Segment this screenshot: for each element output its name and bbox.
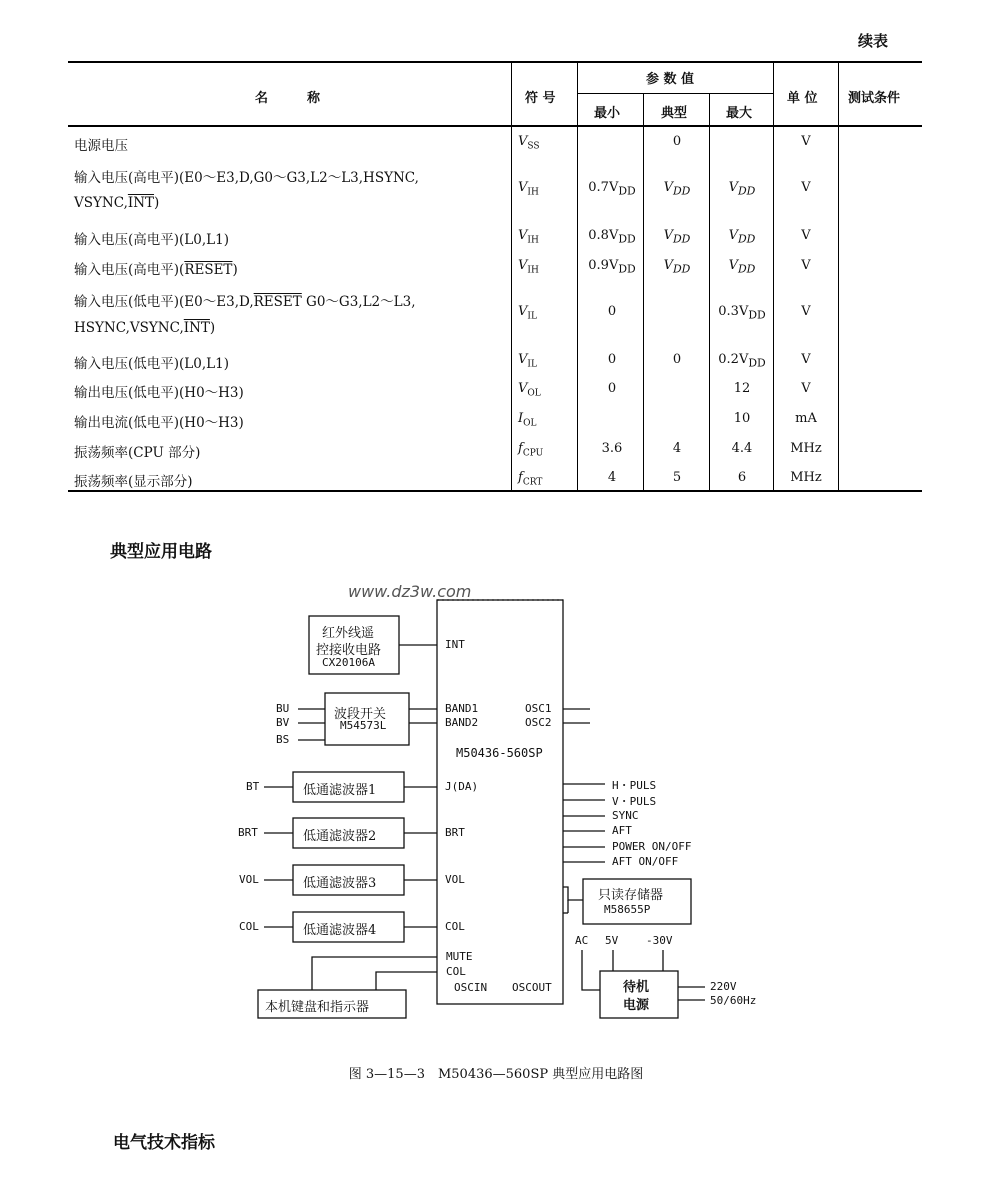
row-symbol: $I_{OL}$ [518,411,537,429]
section-heading-circuit: 典型应用电路 [110,542,212,562]
continued-label: 续表 [857,32,888,50]
row-symbol: $V_{IH}$ [518,180,539,198]
ir-label-2: 控接收电路 [316,643,382,658]
chip-body [437,600,563,1004]
lpf-label-1: 低通滤波器1 [303,783,377,798]
row-name: 输入电压(高电平)(E0～E3,D,G0～G3,L2～L3,HSYNC, [74,170,419,186]
row-name: 输入电压(低电平)(L0,L1) [74,356,229,372]
out-aft: AFT [612,824,632,837]
row-typ: 0 [672,352,682,367]
row-unit: V [801,352,811,367]
pin-col: COL [445,920,465,933]
pin-oscout: OSCOUT [512,981,552,994]
row-symbol: $V_{IL}$ [518,352,537,370]
header-name: 名 称 [255,91,321,106]
figure-caption: 图 3—15—3 M50436—560SP 典型应用电路图 [348,1067,644,1082]
row-symbol: $f_{CPU}$ [518,441,544,459]
row-unit: MHz [790,470,822,485]
pin-jda: J(DA) [445,780,479,793]
row-max: 12 [733,381,751,396]
power-30v: -30V [646,934,673,947]
row-unit: V [801,381,811,396]
header-symbol: 符 号 [525,91,556,106]
row-typ: 0 [672,134,682,149]
band-label-1: 波段开关 [334,707,387,722]
pin-band1: BAND1 [445,702,479,715]
row-name: 输出电流(低电平)(H0～H3) [74,415,244,431]
row-max: $0.3V_{DD}$ [718,304,766,322]
row-unit: V [801,258,811,273]
band-in-3: BS [276,733,290,746]
mains-voltage: 220V [710,980,737,993]
out-power: POWER ON/OFF [612,840,692,853]
lpf-label-4: 低通滤波器4 [303,923,377,938]
header-typ: 典型 [661,106,688,121]
row-name: 输入电压(高电平)(RESET) [74,262,238,278]
row-symbol: $V_{OL}$ [518,381,541,399]
mains-freq: 50/60Hz [710,994,757,1007]
row-name-line2: $VSYNC,\overline{INT}$) [74,195,160,211]
pin-vol: VOL [445,873,465,886]
lpf-label-3: 低通滤波器3 [303,876,377,891]
out-aft-onoff: AFT ON/OFF [612,855,679,868]
ir-label-1: 红外线遥 [322,626,375,641]
row-max: 6 [737,470,747,485]
row-min: 0 [607,304,617,319]
header-params: 参 数 值 [646,72,695,87]
band-in-2: BV [276,716,290,729]
row-max: $V_{DD}$ [728,180,756,198]
row-typ: $V_{DD}$ [663,180,691,198]
header-unit: 单 位 [787,91,818,106]
lpf-in-4: COL [239,920,259,933]
row-name: 输出电压(低电平)(H0～H3) [74,385,244,401]
row-min: $0.9V_{DD}$ [588,258,636,276]
section-heading-electrical: 电气技术指标 [113,1133,215,1153]
row-min: 3.6 [601,441,623,456]
row-unit: MHz [790,441,822,456]
lpf-in-2: BRT [238,826,258,839]
pin-brt: BRT [445,826,465,839]
header-max: 最大 [726,106,753,121]
pin-mute: MUTE [446,950,473,963]
row-symbol: $V_{IL}$ [518,304,537,322]
row-unit: V [801,304,811,319]
row-max: $V_{DD}$ [728,258,756,276]
band-in-1: BU [276,702,290,715]
row-name-line2: $HSYNC,VSYNC,\overline{INT}$) [74,320,216,336]
keyboard-label: 本机键盘和指示器 [265,1000,370,1015]
chip-name: M50436-560SP [456,746,543,760]
row-min: $0.7V_{DD}$ [588,180,636,198]
ir-label-3: CX20106A [322,656,375,669]
row-min: 0 [607,381,617,396]
row-max: $0.2V_{DD}$ [718,352,766,370]
pin-oscin: OSCIN [454,981,488,994]
row-symbol: $V_{IH}$ [518,228,539,246]
row-min: 4 [607,470,617,485]
row-name: 输入电压(低电平)(E0～E3,D,RESET G0～G3,L2～L3, [74,294,416,310]
row-unit: V [801,228,811,243]
row-name: 振荡频率(显示部分) [74,474,193,490]
header-cond: 测试条件 [848,91,901,106]
row-min: 0 [607,352,617,367]
row-typ: 5 [672,470,682,485]
band-label-2: M54573L [340,719,387,732]
standby-label-1: 待机 [623,980,650,995]
row-symbol: $V_{SS}$ [518,134,540,152]
watermark: www.dz3w.com [348,582,472,601]
out-vpuls: V・PULS [612,795,657,808]
power-ac: AC [575,934,589,947]
row-typ: 4 [672,441,682,456]
pin-col2: COL [446,965,466,978]
row-max: 10 [733,411,751,426]
rom-label-1: 只读存储器 [598,888,664,903]
row-symbol: $f_{CRT}$ [518,470,543,488]
out-hpuls: H・PULS [612,779,657,792]
row-unit: V [801,134,811,149]
out-sync: SYNC [612,809,639,822]
lpf-in-3: VOL [239,873,259,886]
pin-osc2: OSC2 [525,716,552,729]
row-name: 输入电压(高电平)(L0,L1) [74,232,229,248]
row-symbol: $V_{IH}$ [518,258,539,276]
row-min: $0.8V_{DD}$ [588,228,636,246]
row-max: 4.4 [731,441,753,456]
row-name: 电源电压 [74,138,128,154]
row-unit: mA [795,411,817,426]
row-max: $V_{DD}$ [728,228,756,246]
lpf-label-2: 低通滤波器2 [303,829,377,844]
header-min: 最小 [594,106,621,121]
row-typ: $V_{DD}$ [663,258,691,276]
standby-label-2: 电源 [623,998,650,1013]
rom-label-2: M58655P [604,903,651,916]
row-typ: $V_{DD}$ [663,228,691,246]
lpf-in-1: BT [246,780,260,793]
pin-band2: BAND2 [445,716,479,729]
pin-osc1: OSC1 [525,702,552,715]
power-5v: 5V [605,934,619,947]
pin-int: INT [445,638,465,651]
row-unit: V [801,180,811,195]
row-name: 振荡频率(CPU 部分) [74,445,201,461]
